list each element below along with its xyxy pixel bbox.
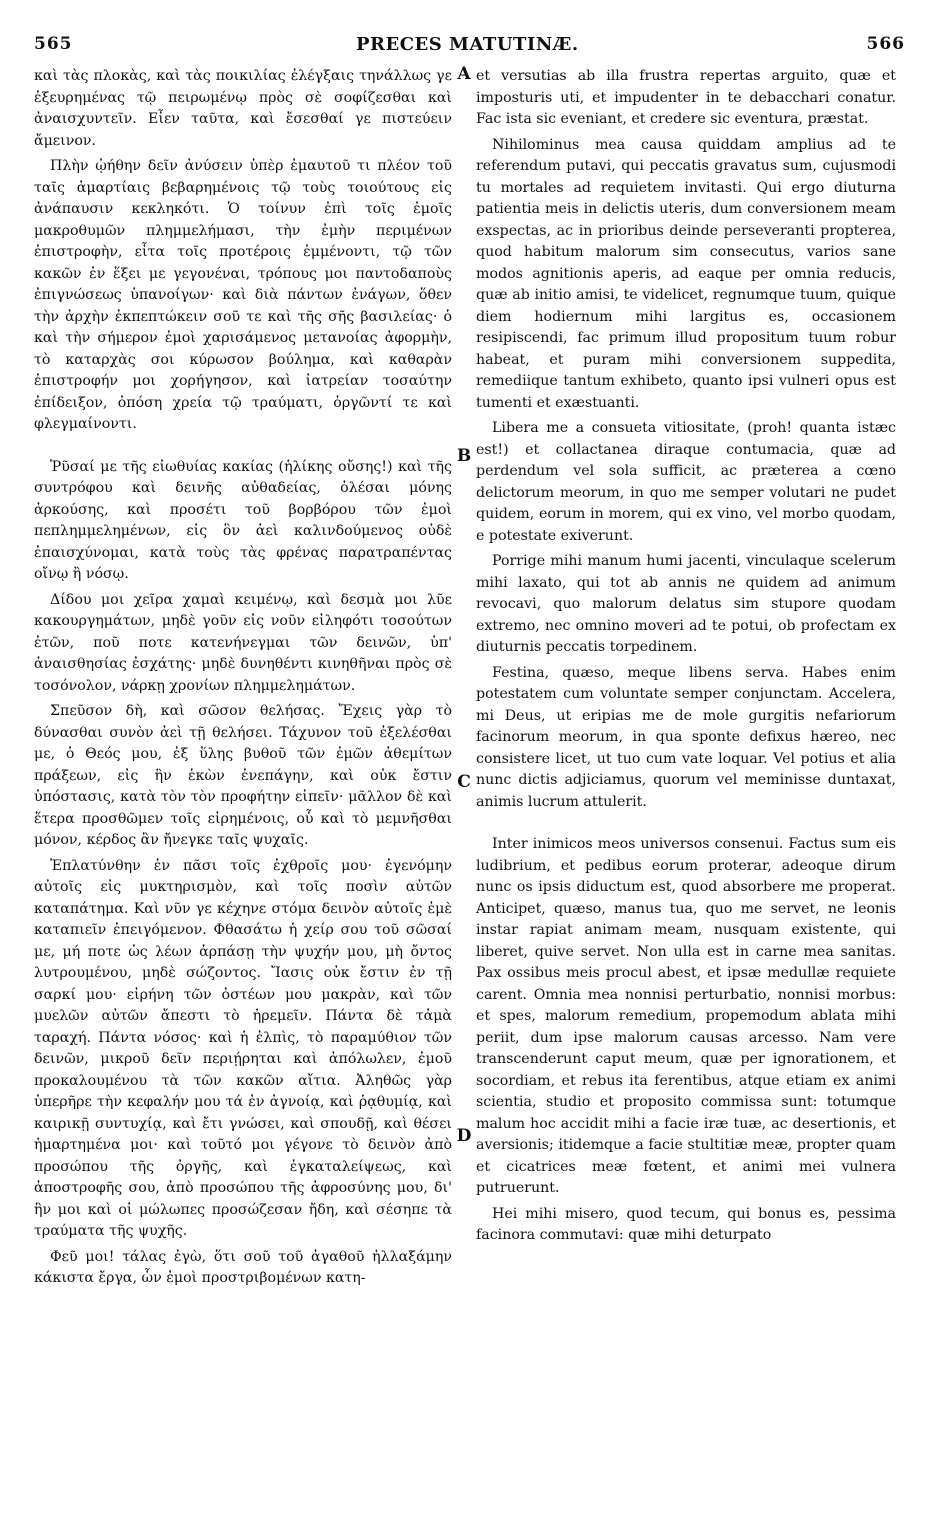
greek-paragraph: Σπεῦσον δὴ, καὶ σῶσον θελήσας. Ἔχεις γὰρ τὸ δύνασθαι συνὸν ἀεὶ τῇ θελήσει. Τάχυνον τοῦ ἐξελέσθαι με, ὁ Θεός μου, ἐξ ὕλης βυθοῦ τῶν ἐμῶν ἀθεμίτων πράξεων, εἰς ἣν ἑκὼν ἐνεπάγην, καὶ οὐκ ἔστιν ὑπόστασις, κατὰ τὸν τὸν προφήτην εἰπεῖν· μᾶλλον δὲ καὶ ἕτερα προσθῶμεν τοῖς εἰρημένοις, οὗ καὶ τὸ μεμνῆσθαι μόνον, κέρδος ἂν ἤνεγκε ταῖς ψυχαῖς.: [34, 703, 452, 848]
greek-paragraph: Ῥῦσαί με τῆς εἰωθυίας κακίας (ἡλίκης οὔσης!) καὶ τῆς συντρόφου καὶ δεινῆς αὐθαδείας, ὀλέσαι μόνης ἀρκούσης, καὶ προσέτι τοῦ βορβόρου τῶν ἐμοὶ πεπλημμελημένων, εἰς ὃν ἀεὶ καλινδούμενος οὐδὲ ἐπαισχύνομαι, κατὰ τοὺς τὰς φρένας παρατραπέντας οἴνῳ ἢ νόσῳ.: [34, 458, 452, 582]
section-marker-c: C: [457, 772, 471, 792]
greek-paragraph: καὶ τὰς πλοκὰς, καὶ τὰς ποικιλίας ἐλέγξαις τηνάλλως γε ἐξευρημένας τῷ πειρωμένῳ πρὸς σὲ σοφίζεσθαι καὶ ἀναισχυντεῖν. Εἶεν ταῦτα, καὶ ἔσεσθαί γε πιστεύειν ἄμεινον.: [34, 68, 452, 149]
section-gap: [34, 440, 452, 457]
greek-paragraph: Φεῦ μοι! τάλας ἐγὼ, ὅτι σοῦ τοῦ ἀγαθοῦ ἠλλαξάμην κάκιστα ἔργα, ὧν ἐμοὶ προστριβομένων κατη-: [34, 1248, 452, 1286]
running-head: [34, 34, 905, 58]
page-number-left: 565: [34, 34, 73, 54]
section-gap: [476, 817, 896, 834]
section-marker-d: D: [456, 1126, 472, 1146]
latin-paragraph: et versutias ab illa frustra repertas arguito, quæ et imposturis uti, et impudenter in te debacchari conatur. Fac ista sic eveniant, et credere sic eventura, præstat.: [476, 68, 896, 127]
greek-paragraph: Πλὴν ᾠήθην δεῖν ἀνύσειν ὑπὲρ ἐμαυτοῦ τι πλέον τοῦ ταῖς ἁμαρτίαις βεβαρημένοις τῷ τοὺς τοιούτους εἰς ἀνάπαυσιν κεκληκότι. Ὁ τοίνυν ἐπὶ τοῖς ἐμοῖς μακροθυμῶν πλημμελήμασι, τὴν ἐμὴν περιμένων ἐπιστροφὴν, εἶτα τοῖς προτέροις ἐμμένοντι, τῷ τῶν κακῶν ἐν ἕξει με γεγονέναι, τρόπους μοι παντοδαποὺς ἐπιγνώσεως ὑπανοίγων· καὶ διὰ πάντων ἐνάγων, ὅθεν τὴν ἀρχὴν ἐκπεπτώκειν σοῦ τε καὶ τῆς σῆς βασιλείας· ὁ καὶ τὴν σήμερον ἐμοὶ χαρισάμενος μετανοίας ἀφορμὴν, τὸ καταρχὰς σοι κύρωσον βούλημα, καὶ καθαρὰν ἐπιστροφήν μοι χορήγησον, καὶ ἰατρείαν τοσαύτην ἐπίδειξον, ὁπόση χρεία τῷ τραύματι, ὀργῶντί τε καὶ φλεγμαίνοντι.: [34, 158, 452, 432]
greek-column: [34, 66, 452, 1294]
latin-paragraph: Libera me a consueta vitiositate, (proh! quanta istæc est!) et collactanea diraque contumacia, quæ ad perdendum vel sola sufficit, ac præterea a cœno delictorum meorum, in quo me semper volutari ne pudet quidem, eorum in morem, qui ex vino, vel morbo quodam, e potestate exiverunt.: [476, 420, 896, 544]
greek-paragraph: Ἐπλατύνθην ἐν πᾶσι τοῖς ἐχθροῖς μου· ἐγενόμην αὐτοῖς εἰς μυκτηρισμὸν, καὶ τοῖς ποσὶν αὐτῶν καταπάτημα. Καὶ νῦν γε κέχηνε στόμα δεινὸν αὐτοῖς ἐμὲ καταπιεῖν ἐπειγόμενον. Φθασάτω ἡ χείρ σου τοῦ σῶσαί με, μή ποτε ὡς λέων ἁρπάσῃ τὴν ψυχήν μου, μὴ ὄντος λυτρουμένου, μηδὲ σώζοντος. Ἴασις οὐκ ἔστιν ἐν τῇ σαρκί μου· εἰρήνη τῶν ὀστέων μου μακρὰν, καὶ τῶν μυελῶν αὐτῶν ἄπεστι τὸ ἠρεμεῖν. Πάντα δὲ τἀμὰ ταραχή. Πάντα νόσος· καὶ ἡ ἐλπὶς, τὸ παραμύθιον τῶν δεινῶν, μικροῦ δεῖν περιῄρηται καὶ ἀπόλωλεν, ἐμοῦ προκαλουμένου τὰ τῶν κακῶν αἴτια. Ἀληθῶς γὰρ ὑπερῆρε τὴν κεφαλήν μου τά ἐν ἀγνοίᾳ, καὶ ῥᾳθυμίᾳ, καὶ καιρικῇ συντυχίᾳ, καὶ ἔτι γνώσει, καὶ σπουδῇ, καὶ θέσει ἡμαρτημένα μοι· καὶ τοῦτό μοι γέγονε τὸ δεινὸν ἀπὸ προσώπου τῆς ὀργῆς, καὶ ἐγκαταλείψεως, καὶ ἀποστροφῆς σου, ἀπὸ προσώπου τῆς ἀφροσύνης μου, δι' ἣν μοι καὶ οἱ μώλωπες προσώζεσαν ἤδη, καὶ σέσηπε τὰ τραύματα τῆς ψυχῆς.: [34, 857, 452, 1239]
latin-paragraph: Nihilominus mea causa quiddam amplius ad te referendum putavi, qui peccatis gravatus sum, cujusmodi tu mortales ad requietem invitasti. Qui ergo diuturna patientia meis in delictis uteris, dum conversionem meam exspectas, ac in prioribus deinde perseveranti propterea, quod habitum malorum sim consecutus, varios sane modos agnitionis aperis, ad eaque per omnia reducis, quæ ab initio amisi, te videlicet, regnumque tuum, quique diem hodiernum mihi largitus es, occasionem resipiscendi, fac primum illud propositum tuum robur habeat, et puram mihi conversionem suppedita, remediique tantum exhibeto, quanto ipsi vulneri opus est tumenti et exæstuanti.: [476, 136, 896, 411]
page-number-right: 566: [866, 34, 905, 54]
latin-paragraph: Inter inimicos meos universos consenui. Factus sum eis ludibrium, et pedibus eorum proterar, adeoque dirum nunc os ipsis diductum est, quod absorbere me properat. Anticipet, quæso, manus tua, quo me servet, ne leonis instar rapiat animam meam, nusquam existente, qui liberet, quive servet. Non ulla est in carne mea sanitas. Pax ossibus meis procul abest, et ipsæ medullæ requiete carent. Omnia mea nonnisi perturbatio, nonnisi morbus: et spes, malorum remedium, propemodum ablata mihi periit, dum ipse malorum causas arcesso. Nam vere transcenderunt caput meum, quæ per ignorationem, et socordiam, et rebus ita ferentibus, atque etiam ex animi scientia, studio et proposito commissa sunt: totumque malum hoc accidit mihi a facie iræ tuæ, ac desertionis, et aversionis; itidemque a facie stultitiæ meæ, propter quam et cicatrices meæ fœtent, et animi mei vulnera putruerunt.: [476, 836, 896, 1196]
latin-paragraph: Festina, quæso, meque libens serva. Habes enim potestatem cum voluntate semper conjunctam. Accelera, mi Deus, ut eripias me de mole gurgitis nefariorum facinorum meorum, in qua sponte defixus hæreo, nec consistere licet, ut tuo cum vate loquar. Vel potius et alia nunc dictis adjiciamus, quorum vel meminisse duntaxat, animis lucrum attulerit.: [476, 664, 896, 810]
latin-paragraph: Porrige mihi manum humi jacenti, vinculaque scelerum mihi laxato, qui tot ab annis ne quidem ad animum revocavi, quo malorum delatus sim stupore quodam extremo, nec omnino moveri ad te potui, ob profectam ex diuturnis peccatis torpedinem.: [476, 553, 896, 655]
page-title: PRECES MATUTINÆ.: [356, 34, 579, 55]
section-marker-a: A: [457, 64, 471, 84]
latin-paragraph: Hei mihi misero, quod tecum, qui bonus es, pessima facinora commutavi: quæ mihi deturpato: [476, 1205, 896, 1243]
greek-paragraph: Δίδου μοι χεῖρα χαμαὶ κειμένῳ, καὶ δεσμὰ μοι λῦε κακουργημάτων, μηδὲ γοῦν εἰς νοῦν εἰληφότι τοσούτων ἐτῶν, ποῦ ποτε κατενήνεγμαι τῶν δεινῶν, ὑπ' ἀναισθησίας ἐσχάτης· μηδὲ δυνηθέντι κινηθῆναι πρὸς σὲ τοσόνολον, νάρκῃ χρονίων πλημμελημάτων.: [34, 591, 452, 694]
latin-column: [476, 66, 896, 1251]
section-marker-b: B: [456, 446, 472, 466]
